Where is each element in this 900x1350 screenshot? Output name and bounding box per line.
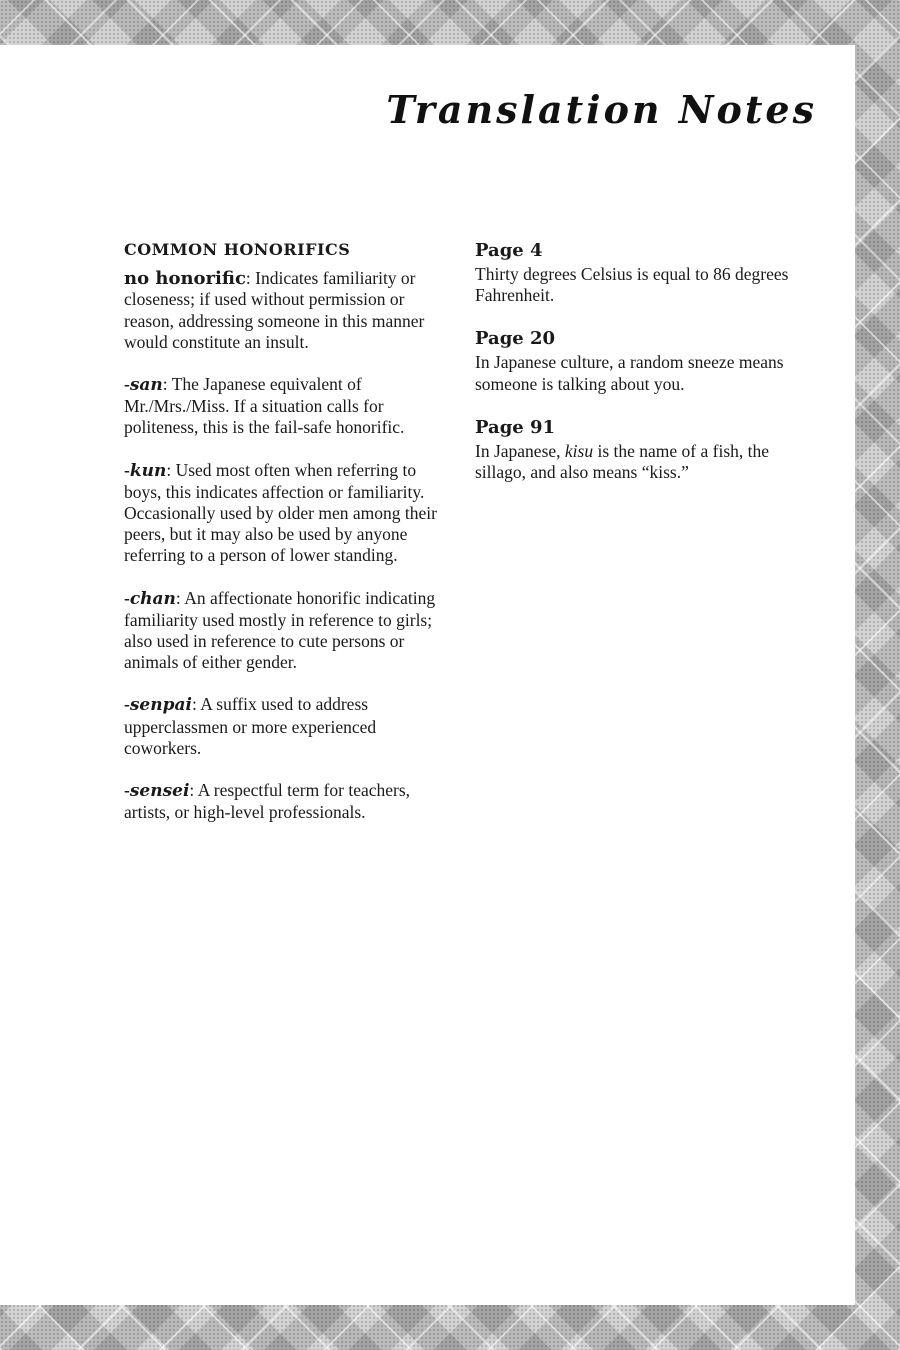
honorifics-heading: COMMON HONORIFICS	[124, 240, 351, 259]
page-paper	[0, 45, 855, 1305]
honorific-term: senpai	[129, 695, 192, 716]
honorific-definition: : A suffix used to address upperclassmen or more experienced coworkers.	[124, 694, 377, 758]
note-text-before: In Japanese,	[475, 440, 565, 461]
honorific-term: sensei	[129, 781, 190, 802]
honorific-entry-sensei	[124, 780, 449, 823]
honorific-term: kun	[129, 460, 167, 481]
honorific-term: chan	[129, 588, 176, 609]
honorific-term: san	[129, 375, 163, 396]
honorific-prefix: -	[124, 780, 130, 801]
honorific-entry-kun	[124, 460, 449, 567]
honorific-entry-san	[124, 374, 449, 439]
honorific-prefix: -	[124, 374, 130, 395]
honorific-definition: : A respectful term for teachers, artists, or high-level professionals.	[124, 780, 411, 823]
honorific-term: no honorific	[124, 268, 246, 290]
page-notes-column	[475, 239, 815, 504]
note-page-91	[475, 416, 815, 483]
note-keyword: kisu	[564, 440, 594, 461]
honorific-entry-chan	[124, 588, 449, 674]
note-text: Thirty degrees Celsius is equal to 86 degrees Fahrenheit.	[475, 264, 789, 306]
note-text: In Japanese culture, a random sneeze means someone is talking about you.	[475, 352, 784, 394]
note-page-20	[475, 327, 815, 394]
honorific-prefix: -	[124, 694, 130, 715]
honorifics-column	[124, 239, 449, 844]
note-text-after: is the name of a fish, the sillago, and also means “kiss.”	[475, 440, 770, 483]
honorific-definition: : Used most often when referring to boys, this indicates affection or familiarity. Occasionally used by older men among their peers, but it may also be used by anyone referring to a person of lower standing.	[124, 459, 437, 566]
honorific-entry-none	[124, 268, 449, 353]
honorific-prefix: -	[124, 587, 130, 608]
note-text	[475, 441, 815, 483]
note-page-4	[475, 239, 815, 306]
honorific-prefix: -	[124, 459, 130, 480]
note-page-label: Page 20	[475, 328, 556, 350]
honorific-definition: : The Japanese equivalent of Mr./Mrs./Miss. If a situation calls for politeness, this is the fail-safe honorific.	[124, 374, 405, 438]
honorific-entry-senpai	[124, 694, 449, 759]
note-page-label: Page 4	[475, 240, 543, 261]
honorific-definition: : Indicates familiarity or closeness; if used without permission or reason, addressing someone in this manner would constitute an insult.	[124, 268, 425, 352]
page-title: Translation Notes	[386, 87, 817, 132]
honorific-definition: : An affectionate honorific indicating familiarity used mostly in reference to girls; also used in reference to cute persons or animals of either gender.	[124, 587, 436, 673]
note-page-label: Page 91	[475, 416, 556, 438]
